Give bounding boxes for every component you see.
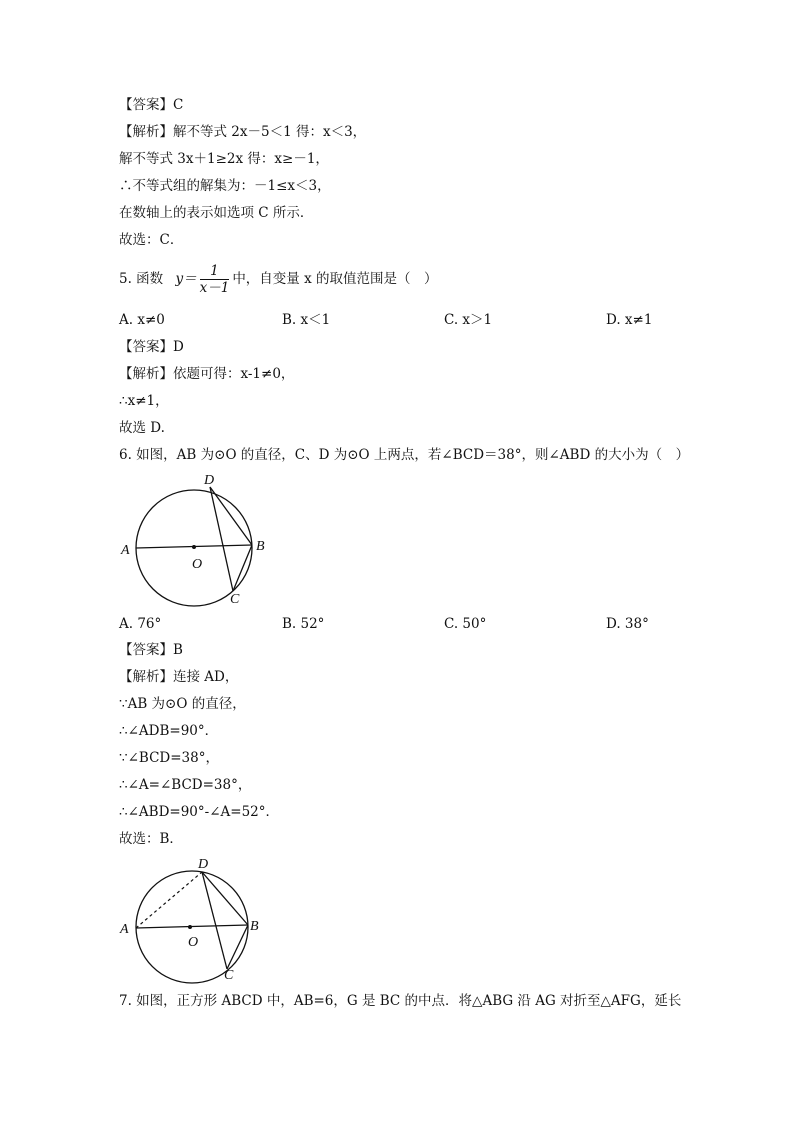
label-d: D (198, 857, 209, 872)
q6-circle-figure (114, 470, 274, 610)
center-point (192, 545, 196, 549)
q6-solution-line: 故选：B． (119, 831, 183, 847)
q6-solution-line: ∴∠A=∠BCD=38°， (119, 777, 252, 793)
q6-stem: 6. 如图，AB 为⊙O 的直径，C、D 为⊙O 上两点，若∠BCD＝38°，则∠ABD 的大小为（ ） (119, 447, 690, 463)
label-b: B (250, 919, 259, 934)
q6-option-b: B. 52° (282, 616, 325, 632)
label-a: A (121, 543, 130, 558)
label-o: O (188, 935, 199, 950)
q4-solution-line: 解不等式 3x＋1≥2x 得：x≥－1， (119, 151, 329, 167)
q6-solution-line: ∵AB 为⊙O 的直径， (119, 696, 246, 712)
q4-solution-line: 故选：C． (119, 232, 184, 248)
q6-option-d: D. 38° (606, 616, 649, 632)
q4-solution-line: 【解析】解不等式 2x－5＜1 得：x＜3， (119, 124, 367, 140)
diameter-ab (136, 925, 248, 928)
q5-fraction-denominator: x－1 (199, 280, 230, 296)
q4-solution-line: 在数轴上的表示如选项 C 所示． (119, 205, 314, 221)
q5-fraction (200, 263, 230, 296)
q5-stem-y: y＝ (175, 271, 197, 287)
q6-solution-line: ∴∠ABD=90°-∠A=52°． (119, 804, 279, 820)
label-b: B (256, 539, 265, 554)
q4-answer: 【答案】C (119, 97, 184, 113)
q6-solution-line: ∴∠ADB=90°． (119, 723, 219, 739)
q5-solution-line: 故选 D. (119, 420, 165, 436)
chord-ad-dashed (136, 872, 202, 928)
q6-option-c: C. 50° (444, 616, 487, 632)
q5-option-c: C. x＞1 (444, 312, 493, 328)
q5-answer: 【答案】D (119, 339, 184, 355)
q5-option-d: D. x≠1 (606, 312, 653, 328)
q5-stem-prefix: 5. 函数 (119, 271, 164, 287)
label-a: A (120, 922, 129, 937)
label-o: O (192, 557, 203, 572)
q6-solution-figure (114, 852, 274, 986)
center-point (188, 925, 192, 929)
q7-stem: 7. 如图，正方形 ABCD 中，AB=6，G 是 BC 的中点．将△ABG 沿 AG 对折至△AFG，延长 (119, 993, 682, 1009)
q5-stem (119, 262, 438, 296)
label-c: C (224, 968, 234, 983)
q6-answer: 【答案】B (119, 642, 183, 658)
q6-solution-line: ∵∠BCD=38°， (119, 750, 219, 766)
q4-solution-line: ∴不等式组的解集为：－1≤x＜3， (119, 178, 331, 194)
q5-fraction-numerator: 1 (200, 263, 230, 280)
q5-option-b: B. x＜1 (282, 312, 331, 328)
q5-solution-line: 【解析】依题可得：x-1≠0， (119, 366, 295, 382)
q6-option-a: A. 76° (119, 616, 162, 632)
label-d: D (204, 473, 215, 488)
chord-bc (233, 545, 252, 591)
q5-stem-suffix: 中，自变量 x 的取值范围是（ ） (232, 271, 438, 287)
q5-solution-line: ∴x≠1， (119, 393, 169, 409)
q5-option-a: A. x≠0 (119, 312, 165, 328)
label-c: C (230, 592, 240, 607)
q6-solution-line: 【解析】连接 AD， (119, 669, 239, 685)
